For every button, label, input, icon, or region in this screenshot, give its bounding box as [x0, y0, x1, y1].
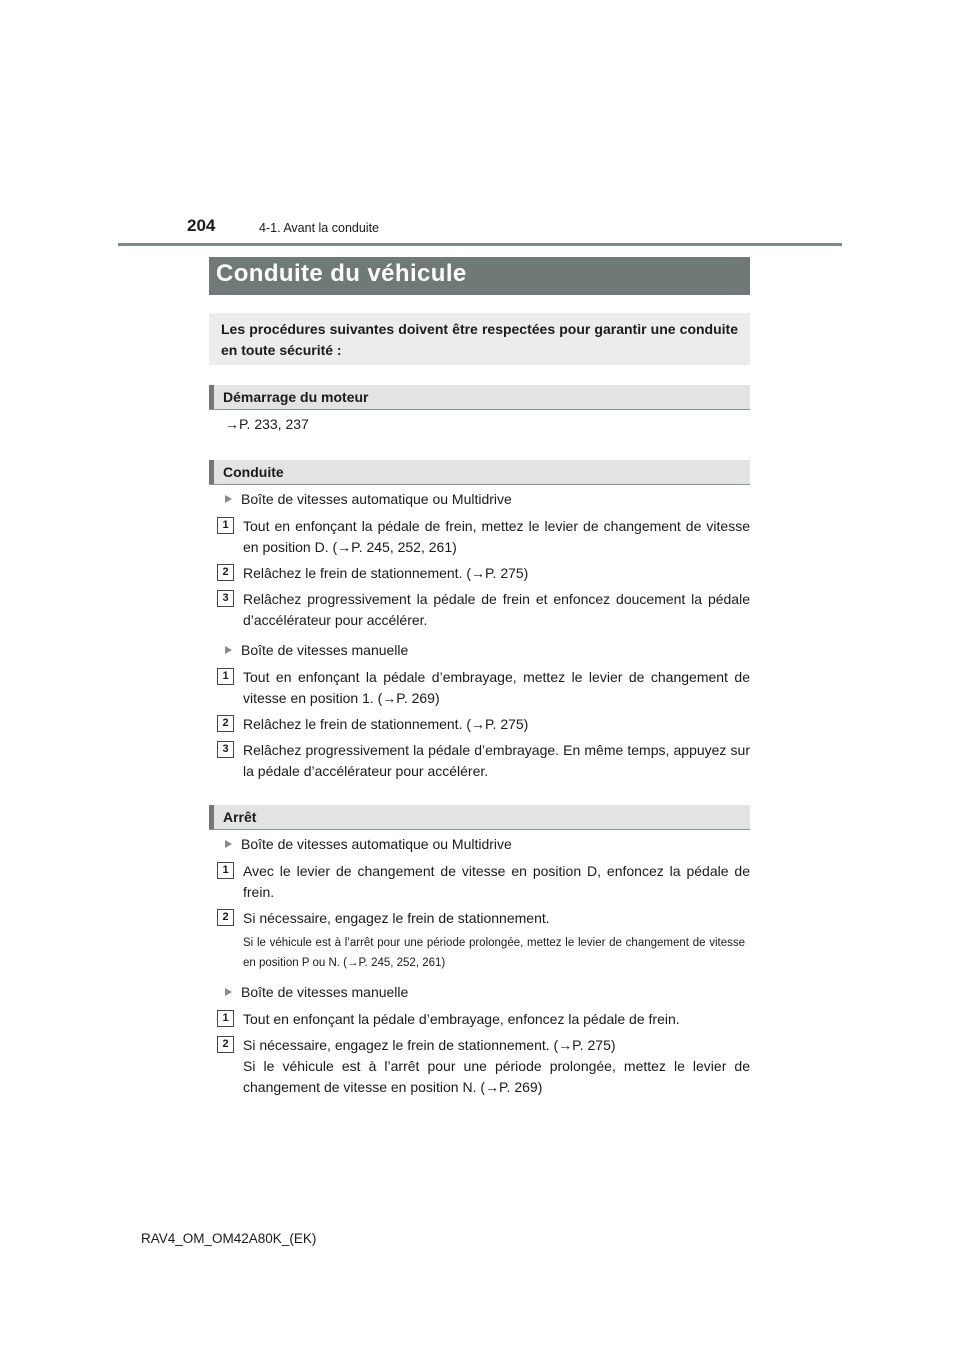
heading-demarrage: [209, 385, 750, 410]
step-note-inline: Si le véhicule est à l’arrêt pour une période prolongée, mettez le levier de changement de vitesse en position N. (→P. 269): [243, 1058, 750, 1095]
heading-label: Conduite: [223, 464, 284, 480]
step-number-badge: 1: [217, 668, 234, 685]
bullet-auto-arret: Boîte de vitesses automatique ou Multidrive: [225, 836, 512, 856]
heading-label: Démarrage du moteur: [223, 389, 369, 405]
step-text: Tout en enfonçant la pédale d’embrayage, enfoncez la pédale de frein.: [243, 1011, 680, 1027]
step-number-badge: 2: [217, 1036, 234, 1053]
step-text: Relâchez le frein de stationnement. (→P. 275): [243, 716, 529, 732]
step-text: Avec le levier de changement de vitesse en position D, enfoncez la pédale de frein.: [243, 863, 750, 900]
triangle-bullet-icon: [225, 646, 232, 654]
step-number-badge: 2: [217, 564, 234, 581]
heading-arret: [209, 805, 750, 830]
step-text: Relâchez progressivement la pédale de frein et enfoncez doucement la pédale d’accélérateur pour accélérer.: [243, 591, 750, 628]
step-number-badge: 2: [217, 715, 234, 732]
step-text: Tout en enfonçant la pédale d’embrayage, mettez le levier de changement de vitesse en position 1. (→P. 269): [243, 669, 750, 706]
intro-box: [209, 313, 750, 365]
step-text: Relâchez progressivement la pédale d’embrayage. En même temps, appuyez sur la pédale d’accélérateur pour accélérer.: [243, 742, 750, 779]
header-rule: [118, 243, 842, 246]
step-text: Si nécessaire, engagez le frein de stationnement.: [243, 910, 550, 926]
section-reference: 4-1. Avant la conduite: [259, 221, 379, 235]
step-text: Relâchez le frein de stationnement. (→P. 275): [243, 565, 529, 581]
heading-label: Arrêt: [223, 809, 257, 825]
bullet-manual-conduite: Boîte de vitesses manuelle: [225, 642, 408, 662]
triangle-bullet-icon: [225, 840, 232, 848]
step-number-badge: 2: [217, 909, 234, 926]
step-number-badge: 3: [217, 741, 234, 758]
title-bar: [209, 257, 750, 295]
step-number-badge: 1: [217, 1010, 234, 1027]
step-number-badge: 1: [217, 862, 234, 879]
bullet-manual-arret: Boîte de vitesses manuelle: [225, 984, 408, 1004]
footer-doc-code: RAV4_OM_OM42A80K_(EK): [141, 1231, 317, 1246]
intro-text: Les procédures suivantes doivent être respectées pour garantir une conduite en toute sécurité :: [221, 321, 738, 358]
demarrage-page-ref[interactable]: →P. 233, 237: [225, 416, 309, 432]
bullet-auto-conduite: Boîte de vitesses automatique ou Multidrive: [225, 491, 512, 511]
step-number-badge: 3: [217, 590, 234, 607]
heading-conduite: [209, 460, 750, 485]
step-text: Tout en enfonçant la pédale de frein, mettez le levier de changement de vitesse en position D. (→P. 245, 252, 261): [243, 518, 750, 555]
step-note: Si le véhicule est à l’arrêt pour une période prolongée, mettez le levier de changement de vitesse en position P ou N. (→P. 245, 252, 261): [243, 937, 745, 969]
step-text: Si nécessaire, engagez le frein de stationnement. (→P. 275) Si le véhicule est à l’arrêt pour une période prolongée, mettez le levier de changement de vitesse en position N. (→P. 269): [243, 1037, 750, 1095]
page-number: 204: [187, 216, 216, 235]
step-number-badge: 1: [217, 517, 234, 534]
triangle-bullet-icon: [225, 495, 232, 503]
triangle-bullet-icon: [225, 988, 232, 996]
page-title: Conduite du véhicule: [216, 260, 467, 287]
